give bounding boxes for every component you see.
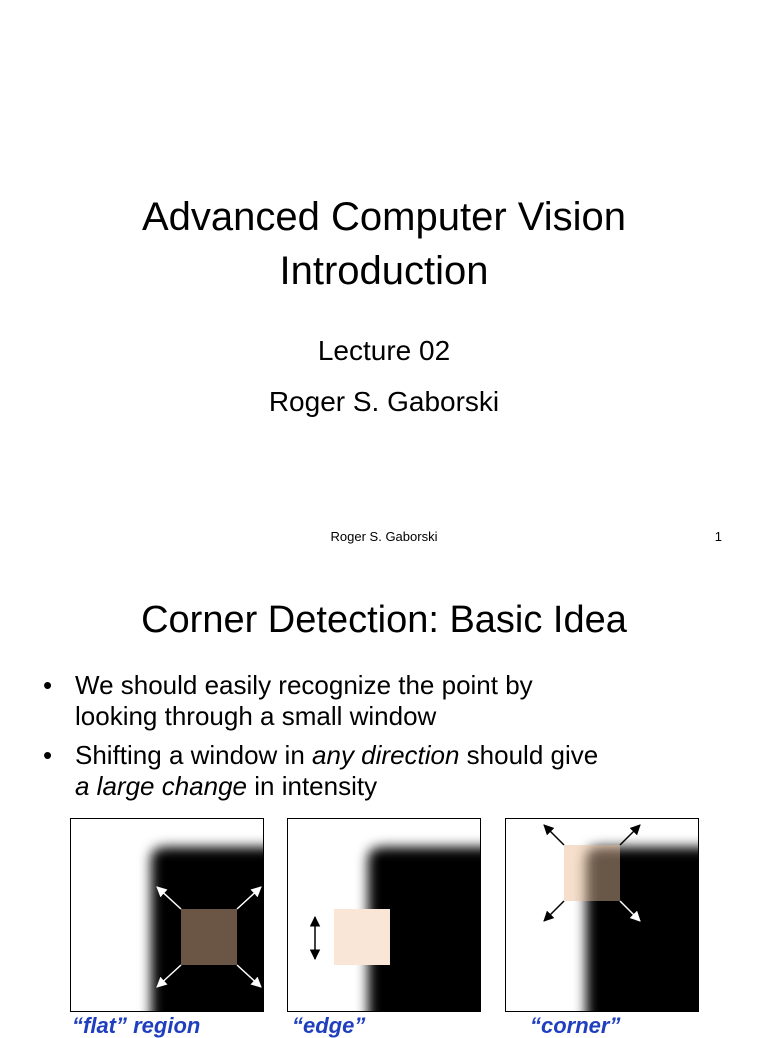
- bullet-list: [40, 670, 740, 810]
- author-name: Roger S. Gaborski: [268, 386, 500, 417]
- bullet-item: [40, 740, 740, 802]
- edge-illustration: [288, 819, 480, 1011]
- bullet-text-line: [75, 771, 740, 802]
- bullet-text: should give: [459, 740, 599, 770]
- bullet-emphasis: a large change: [75, 771, 248, 801]
- slide-title-corner-detection: Corner Detection: Basic Idea: [141, 599, 627, 641]
- flat-region-caption: “flat” region: [72, 1013, 201, 1038]
- slide-footer: Roger S. Gaborski: [330, 529, 438, 544]
- bullet-text: looking through a small window: [75, 701, 437, 731]
- edge-caption: “edge”: [292, 1013, 366, 1038]
- bullet-text: in intensity: [247, 771, 378, 801]
- bullet-emphasis: any direction: [312, 740, 460, 770]
- bullet-text: • We should easily recognize the point by: [75, 670, 533, 700]
- bullet-text: Shifting a window in: [75, 740, 313, 770]
- edge-panel: [287, 818, 481, 1012]
- corner-caption: “corner”: [530, 1013, 621, 1038]
- page-number: 1: [714, 529, 722, 544]
- slide-title: [0, 190, 768, 298]
- corner-illustration: [506, 819, 698, 1011]
- bullet-text-line: [75, 740, 740, 771]
- title-line-2: Introduction: [279, 249, 489, 293]
- window-square: [334, 909, 390, 965]
- window-square: [181, 909, 237, 965]
- bullet-item: [40, 670, 740, 732]
- corner-panel: [505, 818, 699, 1012]
- flat-region-panel: [70, 818, 264, 1012]
- flat-region-illustration: [71, 819, 263, 1011]
- title-line-1: Advanced Computer Vision: [142, 195, 626, 239]
- lecture-number: Lecture 02: [317, 335, 451, 366]
